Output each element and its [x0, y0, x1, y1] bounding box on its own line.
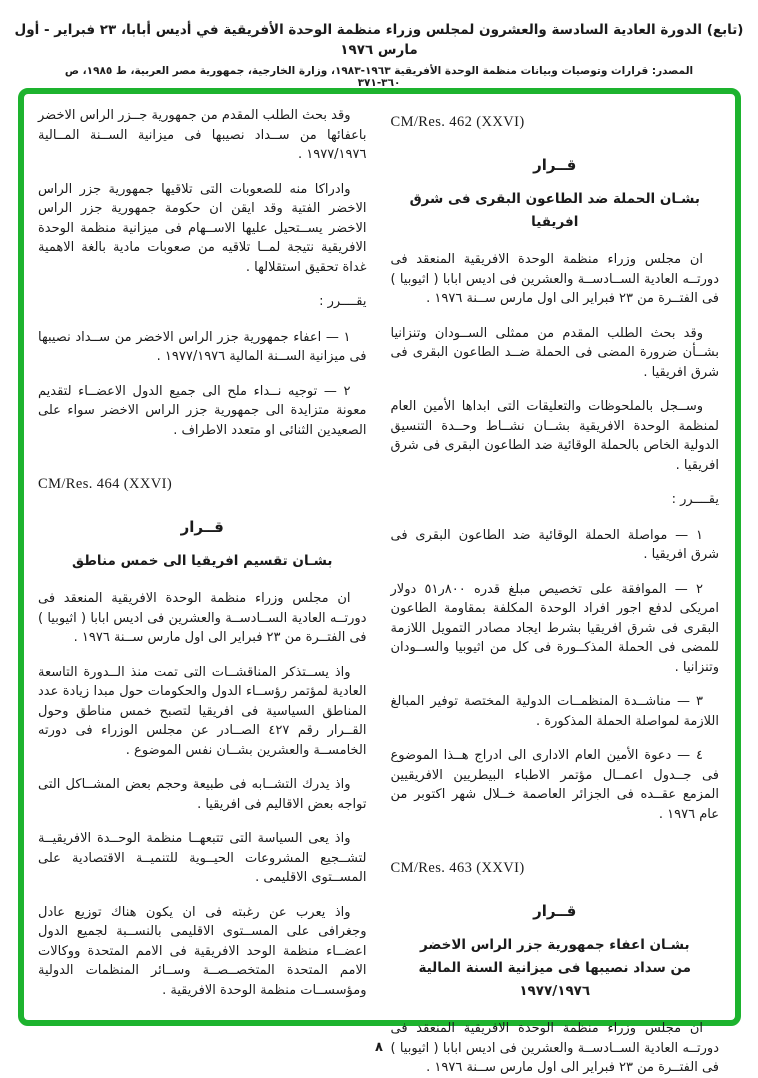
header-source-line: المصدر: قرارات وتوصيات وبيانات منظمة الوحدة الأفريقية ١٩٦٣-١٩٨٣، وزارة الخارجية، جمهورية مصر العربية، ط ١٩٨٥، ص ٣٦٠-٣٧١	[64, 64, 694, 89]
subject-463-line2: من سداد نصيبها فى ميزانية السنة المالية	[418, 960, 692, 977]
page-header	[0, 20, 758, 89]
paragraph-request-462: وقد بحث الطلب المقدم من ممثلى الســودان وتنزانيا بشــأن ضرورة المضى فى الحملة ضــد الطاعون البقرى فى شرق افريقيا .	[390, 325, 719, 380]
decides-label-463: يقــــرر :	[319, 294, 367, 309]
paragraph-preamble-464: ان مجلس وزراء منظمة الوحدة الافريقية المنعقد فى دورتــه العادية الســادســة والعشرين فى اديس ابابا ( اثيوبيا ) فى الفتــرة من ٢٣ فبراير الى اول مارس ســنة ١٩٧٦ .	[38, 591, 367, 646]
page-number: ٨	[375, 1040, 383, 1055]
column-right	[390, 106, 720, 1076]
subject-463-line1: بشـان اعفاء جمهورية جزر الراس الاخضر	[419, 937, 690, 954]
resolution-heading-463: قــرار	[533, 901, 577, 920]
resolution-ref-462: CM/Res. 462 (XXVI)	[390, 114, 525, 130]
column-left	[38, 106, 367, 1010]
resolution-item-4: ٤ — دعوة الأمين العام الادارى الى ادراج هــذا الموضوع فى جــدول اعمــال مؤتمر الاطباء البيطريين الافريقيين المزمع عقــده فى الجزائر العاصمة خــلال شهر اكتوبر من عام ١٩٧٦ .	[390, 748, 719, 822]
paragraph-wish-464: واذ يعرب عن رغبته فى ان يكون هناك توزيع عادل وجغرافى على المســتوى الاقليمى بالنســبة لجميع الدول اعضــاء منظمة الوحد الافريقية فى الامم المتحدة ووكالات الامم المتحدة المتخصــصــة وســائر المنظمات الدولية ومؤسســات منظمة الوحدة الافريقية .	[38, 904, 367, 998]
resolution-ref-464: CM/Res. 464 (XXVI)	[38, 476, 173, 492]
paragraph-preamble-462: ان مجلس وزراء منظمة الوحدة الافريقية المنعقد فى دورتــه العادية الســادســة والعشرين فى اديس ابابا ( اثيوبيا ) فى الفتــرة من ٢٣ فبراير الى اول مارس ســنة ١٩٧٦ .	[390, 252, 719, 307]
paragraph-request-463: وقد بحث الطلب المقدم من جمهورية جــزر الراس الاخضر باعفائها من ســداد نصيبها فى ميزانية الســنة المــالية ١٩٧٧/١٩٧٦ .	[38, 108, 367, 162]
paragraph-preamble-463: ان مجلس وزراء منظمة الوحدة الافريقية المنعقد فى دورتــه العادية الســادســة والعشرين فى اديس ابابا ( اثيوبيا ) فى الفتــرة من ٢٣ فبراير الى اول مارس ســنة ١٩٧٦ .	[390, 1021, 719, 1076]
resolution-subject-462: بشـان الحملة ضد الطاعون البقرى فى شرق افريقيا	[409, 191, 700, 231]
resolution-item-1: ١ — مواصلة الحملة الوقائية ضد الطاعون البقرى فى شرق افريقيا .	[390, 527, 719, 563]
paragraph-noted-462: وســجل بالملحوظات والتعليقات التى ابداها الأمين العام لمنظمة الوحدة الافريقية بشــان نشــاط وحــدة التنسيق الدولية الخاص بالحملة الوقائية ضد الطاعون البقرى فى شرق افريقيا .	[390, 399, 719, 473]
two-column-content	[24, 94, 735, 1076]
resolution-subject-464: بشـان تقسيم افريقيا الى خمس مناطق	[72, 553, 333, 570]
resolution-item-3: ٣ — مناشــدة المنظمــات الدولية المختصة توفير المبالغ اللازمة لمواصلة الحملة المذكورة .	[390, 694, 719, 729]
paragraph-similarity-464: واذ يدرك التشــابه فى طبيعة وحجم بعض المشــاكل التى تواجه بعض الاقاليم فى افريقيا .	[38, 777, 367, 812]
header-session-title: (تابع) الدورة العادية السادسة والعشرون لمجلس وزراء منظمة الوحدة الأفريقية في أديس أبابا، ٢٣ فبراير - أول مارس ١٩٧٦	[14, 22, 744, 59]
resolution-subject-463	[391, 934, 720, 1003]
resolution-heading-462: قــرار	[533, 155, 577, 174]
resolution-463-item-1: ١ — اعفاء جمهورية جزر الراس الاخضر من ســداد نصيبها فى ميزانية الســنة المالية ١٩٧٧/١٩٧٦ .	[38, 329, 367, 364]
paragraph-policy-464: واذ يعى السياسة التى تتبعهــا منظمة الوحــدة الافريقيــة لتشــجيع المشروعات الحيــوية للتنميــة الاقتصادية على المســتوى الاقليمى .	[38, 831, 367, 886]
decides-label-462: يقــــرر :	[671, 492, 719, 508]
paragraph-aware-463: وادراكا منه للصعوبات التى تلاقيها جمهورية جزر الراس الاخضر الفتية وقد ايقن ان حكومة جمهورية جزر الراس الاخضر يســتحيل عليها الاســهام فى ميزانية منظمة الوحدة الافريقية نتيجة لمــا تلاقيه من صعوبات مادية بالغة الاهمية غداة تحقيق استقلالها .	[38, 181, 367, 275]
resolution-463-item-2: ٢ — توجيه نــداء ملح الى جميع الدول الاعضــاء لتقديم معونة متزايدة الى جمهورية جزر الراس الاخضر سواء على الصعيدين الثنائى او متعدد الاطراف .	[38, 383, 367, 438]
resolution-heading-464: قــرار	[180, 517, 224, 536]
resolution-item-2: ٢ — الموافقة على تخصيص مبلغ قدره ٨٠٠ر٥١ دولار امريكى لدفع اجور افراد الوحدة المكلفة بمقاومة الطاعون البقرى فى شرق افريقيا بشرط ايجاد مصادر التمويل اللازمة للمضى فى الحملة المذكــورة فى كل من اثيوبيا والســودان وتنزانيا .	[390, 581, 719, 675]
paragraph-recall-464: واذ يســتذكر المناقشــات التى تمت منذ الــدورة التاسعة العادية لمؤتمر رؤســاء الدول والحكومات حول مبدا زيادة عدد المناطق السياسية فى افريقيا لتصبح خمس مناطق وحول القــرار رقم ٤٢٧ الصــادر عن مجلس الوزراء فى دورته الخامســة والعشرين بشــان نفس الموضوع .	[38, 664, 367, 758]
subject-463-line3: ١٩٧٧/١٩٧٦	[519, 983, 591, 1000]
green-border-frame	[18, 88, 741, 1076]
resolution-ref-463: CM/Res. 463 (XXVI)	[390, 860, 525, 877]
